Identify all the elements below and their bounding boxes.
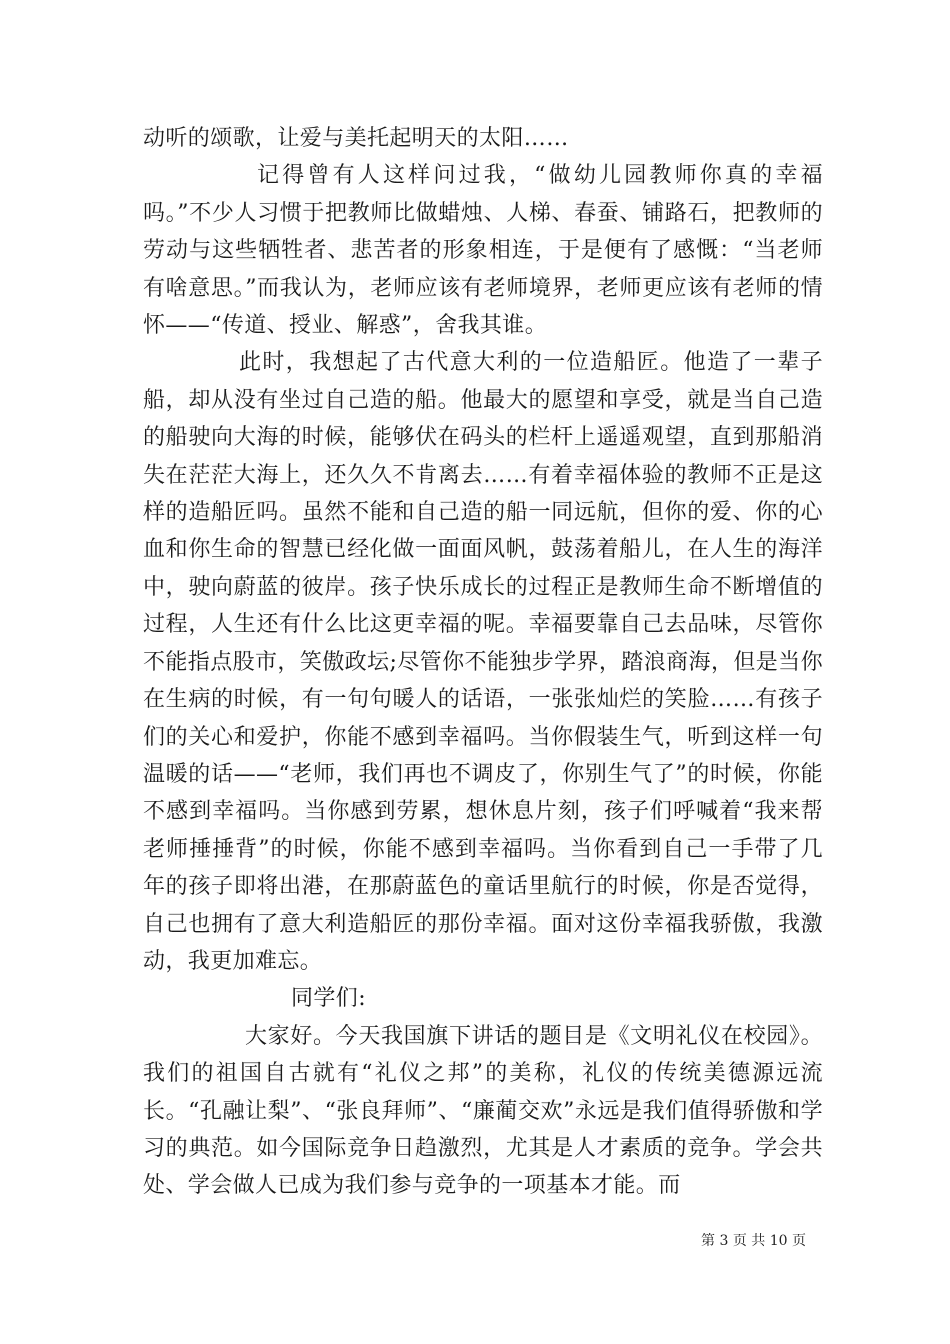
paragraph-salutation: 同学们:	[291, 986, 367, 1012]
page-number: 第 3 页 共 10 页	[701, 1233, 806, 1249]
paragraph-continuation: 动听的颂歌，让爱与美托起明天的太阳……	[143, 126, 569, 151]
paragraph-shipbuilder: 此时，我想起了古代意大利的一位造船匠。他造了一辈子船，却从没有坐过自己造的船。他最大的愿望和享受，就是当自己造的船驶向大海的时候，能够伏在码头的栏杆上遥遥观望，直到那船消失在茫茫大海上，还久久不肯离去……有着幸福体验的教师不正是这样的造船匠吗。虽然不能和自己造的船一同远航，但你的爱、你的心血和你生命的智慧已经化做一面面风帆，鼓荡着船儿，在人生的海洋中，驶向蔚蓝的彼岸。孩子快乐成长的过程正是教师生命不断增值的过程，人生还有什么比这更幸福的呢。幸福要靠自己去品味，尽管你不能指点股市，笑傲政坛;尽管你不能独步学界，踏浪商海，但是当你在生病的时候，有一句句暖人的话语，一张张灿烂的笑脸……有孩子们的关心和爱护，你能不感到幸福吗。当你假装生气，听到这样一句温暖的话——“老师，我们再也不调皮了，你别生气了”的时候，你能不感到幸福吗。当你感到劳累，想休息片刻，孩子们呼喊着“我来帮老师捶捶背”的时候，你能不感到幸福吗。当你看到自己一手带了几年的孩子即将出港，在那蔚蓝色的童话里航行的时候，你是否觉得，自己也拥有了意大利造船匠的那份幸福。面对这份幸福我骄傲，我激动，我更加难忘。	[143, 350, 823, 974]
document-body	[143, 120, 823, 1205]
paragraph-speech-intro: 大家好。今天我国旗下讲话的题目是《文明礼仪在校园》。我们的祖国自古就有“礼仪之邦”的美称，礼仪的传统美德源远流长。“孔融让梨”、“张良拜师”、“廉蔺交欢”永远是我们值得骄傲和学习的典范。如今国际竞争日趋激烈，尤其是人才素质的竞争。学会共处、学会做人已成为我们参与竞争的一项基本才能。而	[143, 1023, 823, 1199]
paragraph-teacher-happiness: 记得曾有人这样问过我，“做幼儿园教师你真的幸福吗。”不少人习惯于把教师比做蜡烛、人梯、春蚕、铺路石，把教师的劳动与这些牺牲者、悲苦者的形象相连，于是便有了感慨：“当老师有啥意思。”而我认为，老师应该有老师境界，老师更应该有老师的情怀——“传道、授业、解惑”，舍我其谁。	[143, 163, 823, 339]
